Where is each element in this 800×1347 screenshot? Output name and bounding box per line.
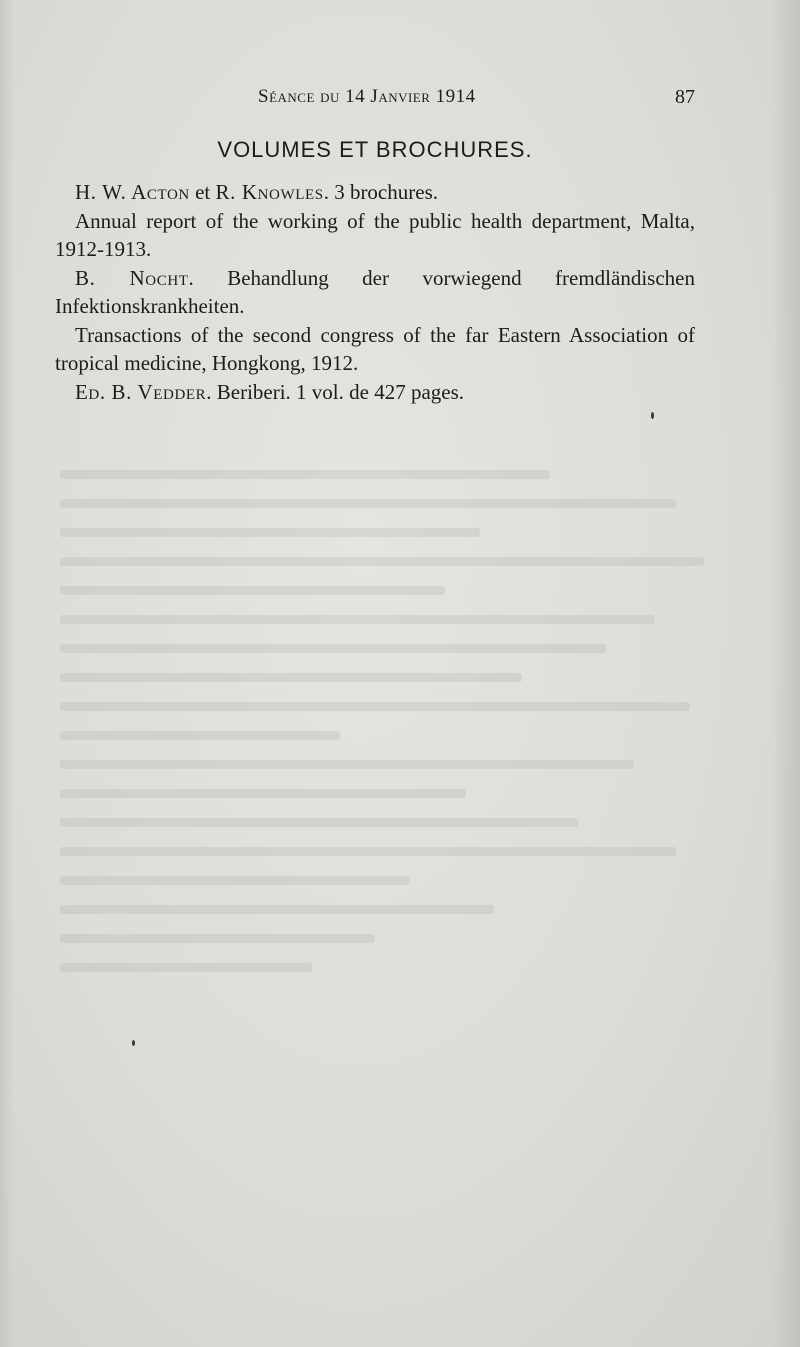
- running-title: Séance du 14 Janvier 1914: [258, 86, 476, 107]
- section-title: VOLUMES ET BROCHURES.: [217, 137, 533, 162]
- list-item: [55, 207, 695, 264]
- author-name: R. Knowles: [215, 180, 324, 204]
- list-item: [55, 378, 695, 407]
- entry-text: Annual report of the working of the public health department, Malta, 1912-1913.: [55, 208, 695, 261]
- page-number: 87: [675, 86, 695, 108]
- author-connector: et: [189, 180, 216, 204]
- list-item: [55, 321, 695, 378]
- entry-text: Transactions of the second congress of the far Eastern Association of tropical medicine, Hongkong, 1912.: [55, 322, 695, 375]
- page-edge-shadow-left: [0, 0, 14, 1347]
- entry-text: . Beriberi. 1 vol. de 427 pages.: [206, 379, 465, 404]
- reverse-side-bleed-through: [60, 470, 760, 1050]
- running-header: [0, 86, 800, 110]
- entry-text: . Behandlung der vorwiegend fremdländischen Infektionskrankheiten.: [55, 265, 695, 318]
- publication-list: [55, 178, 695, 406]
- ink-speck: [132, 1040, 135, 1046]
- page-edge-shadow-right: [772, 0, 800, 1347]
- ink-speck: [651, 412, 654, 419]
- author-name: H. W. Acton: [75, 180, 190, 204]
- entry-text: . 3 brochures.: [323, 180, 438, 204]
- author-name: B. Nocht: [75, 265, 189, 290]
- list-item: [55, 264, 695, 321]
- author-name: Ed. B. Vedder: [75, 379, 207, 404]
- list-item: [55, 178, 695, 207]
